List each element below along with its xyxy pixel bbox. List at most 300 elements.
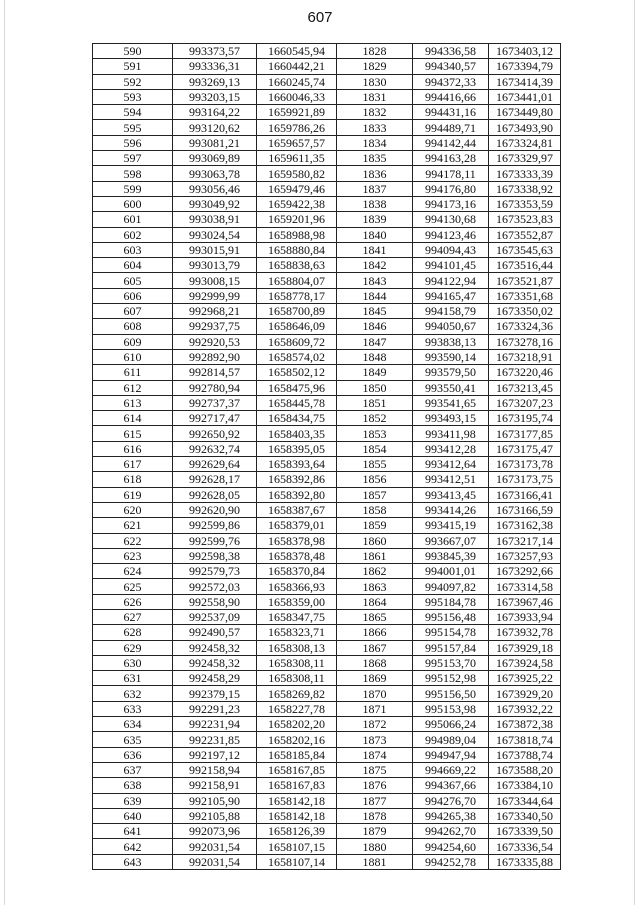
point-number-left-cell: 615 [93,426,173,441]
point-number-left-cell: 633 [93,701,173,716]
point-number-right-cell: 1839 [337,212,413,227]
point-number-left-cell: 622 [93,533,173,548]
point-number-left-cell: 610 [93,349,173,364]
y-coordinate-left-cell: 1658646,09 [257,319,337,334]
point-number-right-cell: 1864 [337,594,413,609]
y-coordinate-right-cell: 1673788,74 [489,747,561,762]
x-coordinate-right-cell: 994416,66 [413,89,489,104]
table-row [93,441,561,456]
x-coordinate-left-cell: 992158,94 [173,762,257,777]
y-coordinate-left-cell: 1658392,86 [257,472,337,487]
x-coordinate-right-cell: 993667,07 [413,533,489,548]
y-coordinate-left-cell: 1659657,57 [257,135,337,150]
point-number-right-cell: 1837 [337,181,413,196]
x-coordinate-right-cell: 993412,28 [413,441,489,456]
point-number-left-cell: 626 [93,594,173,609]
y-coordinate-left-cell: 1658988,98 [257,227,337,242]
y-coordinate-left-cell: 1658700,89 [257,304,337,319]
x-coordinate-left-cell: 992632,74 [173,441,257,456]
x-coordinate-right-cell: 994276,70 [413,793,489,808]
table-row [93,212,561,227]
x-coordinate-right-cell: 994178,11 [413,166,489,181]
y-coordinate-left-cell: 1659422,38 [257,196,337,211]
point-number-left-cell: 636 [93,747,173,762]
y-coordinate-right-cell: 1673336,54 [489,839,561,854]
table-row [93,625,561,640]
table-row [93,89,561,104]
y-coordinate-right-cell: 1673933,94 [489,609,561,624]
x-coordinate-right-cell: 993838,13 [413,334,489,349]
y-coordinate-right-cell: 1673552,87 [489,227,561,242]
table-row [93,395,561,410]
table-row [93,380,561,395]
x-coordinate-left-cell: 993008,15 [173,273,257,288]
x-coordinate-right-cell: 994097,82 [413,579,489,594]
point-number-right-cell: 1833 [337,120,413,135]
y-coordinate-left-cell: 1658308,13 [257,640,337,655]
x-coordinate-right-cell: 995156,50 [413,686,489,701]
x-coordinate-right-cell: 995066,24 [413,717,489,732]
x-coordinate-right-cell: 994130,68 [413,212,489,227]
point-number-right-cell: 1860 [337,533,413,548]
x-coordinate-left-cell: 993024,54 [173,227,257,242]
y-coordinate-right-cell: 1673173,78 [489,457,561,472]
x-coordinate-left-cell: 993013,79 [173,258,257,273]
point-number-right-cell: 1834 [337,135,413,150]
table-row [93,242,561,257]
x-coordinate-left-cell: 992073,96 [173,824,257,839]
point-number-right-cell: 1867 [337,640,413,655]
point-number-left-cell: 604 [93,258,173,273]
y-coordinate-right-cell: 1673516,44 [489,258,561,273]
x-coordinate-right-cell: 994163,28 [413,151,489,166]
point-number-right-cell: 1845 [337,304,413,319]
x-coordinate-left-cell: 992231,94 [173,717,257,732]
y-coordinate-left-cell: 1658142,18 [257,808,337,823]
point-number-left-cell: 638 [93,778,173,793]
x-coordinate-right-cell: 994142,44 [413,135,489,150]
y-coordinate-right-cell: 1673324,36 [489,319,561,334]
table-row [93,319,561,334]
point-number-right-cell: 1870 [337,686,413,701]
x-coordinate-left-cell: 992629,64 [173,457,257,472]
point-number-left-cell: 629 [93,640,173,655]
point-number-left-cell: 637 [93,762,173,777]
x-coordinate-right-cell: 993845,39 [413,548,489,563]
x-coordinate-left-cell: 993203,15 [173,89,257,104]
x-coordinate-left-cell: 992458,29 [173,671,257,686]
point-number-left-cell: 642 [93,839,173,854]
point-number-right-cell: 1880 [337,839,413,854]
table-row [93,151,561,166]
table-row [93,533,561,548]
y-coordinate-left-cell: 1660245,74 [257,74,337,89]
y-coordinate-left-cell: 1658323,71 [257,625,337,640]
point-number-left-cell: 641 [93,824,173,839]
y-coordinate-right-cell: 1673351,68 [489,288,561,303]
point-number-left-cell: 617 [93,457,173,472]
y-coordinate-left-cell: 1658347,75 [257,609,337,624]
y-coordinate-right-cell: 1673521,87 [489,273,561,288]
y-coordinate-left-cell: 1658434,75 [257,411,337,426]
x-coordinate-right-cell: 993414,26 [413,502,489,517]
page-number: 607 [307,9,333,26]
table-row [93,808,561,823]
x-coordinate-right-cell: 993412,64 [413,457,489,472]
y-coordinate-right-cell: 1673217,14 [489,533,561,548]
y-coordinate-left-cell: 1658387,67 [257,502,337,517]
point-number-left-cell: 621 [93,518,173,533]
point-number-right-cell: 1869 [337,671,413,686]
x-coordinate-left-cell: 992490,57 [173,625,257,640]
y-coordinate-right-cell: 1673523,83 [489,212,561,227]
point-number-right-cell: 1832 [337,105,413,120]
y-coordinate-right-cell: 1673314,58 [489,579,561,594]
point-number-right-cell: 1838 [337,196,413,211]
x-coordinate-left-cell: 992558,90 [173,594,257,609]
table-row [93,44,561,59]
x-coordinate-right-cell: 995153,98 [413,701,489,716]
y-coordinate-left-cell: 1658880,84 [257,242,337,257]
table-row [93,762,561,777]
table-row [93,227,561,242]
y-coordinate-left-cell: 1658142,18 [257,793,337,808]
point-number-right-cell: 1853 [337,426,413,441]
point-number-left-cell: 597 [93,151,173,166]
x-coordinate-right-cell: 994372,33 [413,74,489,89]
point-number-left-cell: 592 [93,74,173,89]
point-number-right-cell: 1851 [337,395,413,410]
point-number-right-cell: 1863 [337,579,413,594]
point-number-left-cell: 640 [93,808,173,823]
x-coordinate-left-cell: 992628,05 [173,487,257,502]
point-number-right-cell: 1868 [337,655,413,670]
y-coordinate-right-cell: 1673338,92 [489,181,561,196]
x-coordinate-right-cell: 994669,22 [413,762,489,777]
y-coordinate-left-cell: 1658445,78 [257,395,337,410]
x-coordinate-right-cell: 994431,16 [413,105,489,120]
table-row [93,166,561,181]
coordinates-table [92,43,561,870]
y-coordinate-right-cell: 1673925,22 [489,671,561,686]
x-coordinate-right-cell: 994050,67 [413,319,489,334]
x-coordinate-right-cell: 995156,48 [413,609,489,624]
point-number-left-cell: 634 [93,717,173,732]
y-coordinate-left-cell: 1658609,72 [257,334,337,349]
scan-edge-right [634,0,635,905]
y-coordinate-left-cell: 1658167,83 [257,778,337,793]
y-coordinate-left-cell: 1659479,46 [257,181,337,196]
y-coordinate-right-cell: 1673929,18 [489,640,561,655]
point-number-right-cell: 1849 [337,365,413,380]
table-row [93,426,561,441]
point-number-left-cell: 619 [93,487,173,502]
point-number-left-cell: 605 [93,273,173,288]
point-number-left-cell: 624 [93,564,173,579]
x-coordinate-left-cell: 993081,21 [173,135,257,150]
point-number-right-cell: 1874 [337,747,413,762]
table-row [93,181,561,196]
point-number-left-cell: 628 [93,625,173,640]
y-coordinate-left-cell: 1658185,84 [257,747,337,762]
x-coordinate-left-cell: 993120,62 [173,120,257,135]
table-row [93,334,561,349]
x-coordinate-right-cell: 993411,98 [413,426,489,441]
y-coordinate-left-cell: 1658107,14 [257,854,337,869]
y-coordinate-left-cell: 1658502,12 [257,365,337,380]
y-coordinate-left-cell: 1658378,48 [257,548,337,563]
point-number-left-cell: 612 [93,380,173,395]
x-coordinate-left-cell: 992158,91 [173,778,257,793]
table-row [93,839,561,854]
y-coordinate-right-cell: 1673292,66 [489,564,561,579]
x-coordinate-right-cell: 994340,57 [413,59,489,74]
y-coordinate-left-cell: 1658359,00 [257,594,337,609]
y-coordinate-right-cell: 1673333,39 [489,166,561,181]
y-coordinate-left-cell: 1659201,96 [257,212,337,227]
point-number-right-cell: 1862 [337,564,413,579]
table-row [93,609,561,624]
x-coordinate-left-cell: 993164,22 [173,105,257,120]
y-coordinate-left-cell: 1658379,01 [257,518,337,533]
x-coordinate-left-cell: 992105,90 [173,793,257,808]
y-coordinate-right-cell: 1673175,47 [489,441,561,456]
x-coordinate-right-cell: 993550,41 [413,380,489,395]
y-coordinate-left-cell: 1658778,17 [257,288,337,303]
y-coordinate-right-cell: 1673350,02 [489,304,561,319]
x-coordinate-right-cell: 993590,14 [413,349,489,364]
point-number-right-cell: 1840 [337,227,413,242]
y-coordinate-right-cell: 1673324,81 [489,135,561,150]
x-coordinate-right-cell: 994367,66 [413,778,489,793]
point-number-left-cell: 632 [93,686,173,701]
point-number-right-cell: 1865 [337,609,413,624]
y-coordinate-right-cell: 1673339,50 [489,824,561,839]
x-coordinate-left-cell: 992458,32 [173,655,257,670]
point-number-left-cell: 590 [93,44,173,59]
y-coordinate-left-cell: 1658269,82 [257,686,337,701]
y-coordinate-left-cell: 1658838,63 [257,258,337,273]
point-number-left-cell: 599 [93,181,173,196]
y-coordinate-right-cell: 1673932,78 [489,625,561,640]
point-number-right-cell: 1857 [337,487,413,502]
x-coordinate-left-cell: 992920,53 [173,334,257,349]
point-number-right-cell: 1858 [337,502,413,517]
point-number-right-cell: 1847 [337,334,413,349]
point-number-left-cell: 607 [93,304,173,319]
point-number-right-cell: 1871 [337,701,413,716]
x-coordinate-left-cell: 993269,13 [173,74,257,89]
x-coordinate-left-cell: 993373,57 [173,44,257,59]
point-number-right-cell: 1854 [337,441,413,456]
point-number-left-cell: 614 [93,411,173,426]
x-coordinate-right-cell: 994947,94 [413,747,489,762]
y-coordinate-right-cell: 1673403,12 [489,44,561,59]
point-number-right-cell: 1877 [337,793,413,808]
x-coordinate-left-cell: 993336,31 [173,59,257,74]
x-coordinate-left-cell: 992814,57 [173,365,257,380]
point-number-right-cell: 1859 [337,518,413,533]
x-coordinate-right-cell: 993579,50 [413,365,489,380]
y-coordinate-left-cell: 1658167,85 [257,762,337,777]
x-coordinate-left-cell: 992291,23 [173,701,257,716]
x-coordinate-right-cell: 995184,78 [413,594,489,609]
y-coordinate-left-cell: 1658370,84 [257,564,337,579]
x-coordinate-right-cell: 994254,60 [413,839,489,854]
y-coordinate-right-cell: 1673257,93 [489,548,561,563]
y-coordinate-right-cell: 1673213,45 [489,380,561,395]
point-number-left-cell: 594 [93,105,173,120]
table-row [93,135,561,150]
point-number-left-cell: 606 [93,288,173,303]
x-coordinate-left-cell: 992628,17 [173,472,257,487]
table-row [93,824,561,839]
y-coordinate-right-cell: 1673207,23 [489,395,561,410]
x-coordinate-left-cell: 992999,99 [173,288,257,303]
point-number-right-cell: 1873 [337,732,413,747]
y-coordinate-right-cell: 1673414,39 [489,74,561,89]
point-number-left-cell: 639 [93,793,173,808]
point-number-right-cell: 1866 [337,625,413,640]
table-row [93,686,561,701]
point-number-right-cell: 1843 [337,273,413,288]
point-number-right-cell: 1850 [337,380,413,395]
point-number-right-cell: 1844 [337,288,413,303]
y-coordinate-left-cell: 1658392,80 [257,487,337,502]
point-number-left-cell: 635 [93,732,173,747]
y-coordinate-right-cell: 1673177,85 [489,426,561,441]
y-coordinate-left-cell: 1660545,94 [257,44,337,59]
table-row [93,74,561,89]
x-coordinate-right-cell: 993413,45 [413,487,489,502]
point-number-right-cell: 1852 [337,411,413,426]
table-row [93,594,561,609]
point-number-right-cell: 1830 [337,74,413,89]
point-number-left-cell: 603 [93,242,173,257]
table-row [93,701,561,716]
point-number-right-cell: 1829 [337,59,413,74]
point-number-right-cell: 1875 [337,762,413,777]
point-number-left-cell: 625 [93,579,173,594]
x-coordinate-left-cell: 992968,21 [173,304,257,319]
x-coordinate-right-cell: 995154,78 [413,625,489,640]
point-number-right-cell: 1861 [337,548,413,563]
y-coordinate-left-cell: 1658126,39 [257,824,337,839]
y-coordinate-right-cell: 1673818,74 [489,732,561,747]
scan-edge-left [4,0,5,905]
point-number-left-cell: 595 [93,120,173,135]
y-coordinate-right-cell: 1673394,79 [489,59,561,74]
point-number-left-cell: 611 [93,365,173,380]
x-coordinate-right-cell: 995153,70 [413,655,489,670]
x-coordinate-right-cell: 993412,51 [413,472,489,487]
y-coordinate-right-cell: 1673195,74 [489,411,561,426]
y-coordinate-left-cell: 1659611,35 [257,151,337,166]
y-coordinate-left-cell: 1658393,64 [257,457,337,472]
table-row [93,854,561,869]
x-coordinate-right-cell: 994123,46 [413,227,489,242]
y-coordinate-left-cell: 1658227,78 [257,701,337,716]
x-coordinate-left-cell: 992572,03 [173,579,257,594]
x-coordinate-left-cell: 992458,32 [173,640,257,655]
table-row [93,457,561,472]
point-number-left-cell: 618 [93,472,173,487]
x-coordinate-left-cell: 992105,88 [173,808,257,823]
point-number-right-cell: 1835 [337,151,413,166]
point-number-right-cell: 1879 [337,824,413,839]
x-coordinate-right-cell: 994173,16 [413,196,489,211]
x-coordinate-left-cell: 992620,90 [173,502,257,517]
x-coordinate-left-cell: 992717,47 [173,411,257,426]
point-number-left-cell: 643 [93,854,173,869]
y-coordinate-right-cell: 1673329,97 [489,151,561,166]
point-number-left-cell: 631 [93,671,173,686]
table-row [93,518,561,533]
x-coordinate-right-cell: 995152,98 [413,671,489,686]
point-number-right-cell: 1878 [337,808,413,823]
y-coordinate-left-cell: 1658366,93 [257,579,337,594]
y-coordinate-left-cell: 1658107,15 [257,839,337,854]
x-coordinate-left-cell: 993015,91 [173,242,257,257]
y-coordinate-right-cell: 1673166,41 [489,487,561,502]
x-coordinate-right-cell: 994336,58 [413,44,489,59]
y-coordinate-left-cell: 1658804,07 [257,273,337,288]
x-coordinate-right-cell: 994094,43 [413,242,489,257]
point-number-left-cell: 593 [93,89,173,104]
y-coordinate-left-cell: 1658403,35 [257,426,337,441]
y-coordinate-right-cell: 1673449,80 [489,105,561,120]
point-number-right-cell: 1848 [337,349,413,364]
y-coordinate-left-cell: 1659786,26 [257,120,337,135]
table-row [93,288,561,303]
x-coordinate-left-cell: 992599,86 [173,518,257,533]
y-coordinate-left-cell: 1658202,16 [257,732,337,747]
x-coordinate-left-cell: 993069,89 [173,151,257,166]
x-coordinate-left-cell: 992598,38 [173,548,257,563]
table-row [93,304,561,319]
point-number-right-cell: 1881 [337,854,413,869]
table-row [93,640,561,655]
y-coordinate-right-cell: 1673220,46 [489,365,561,380]
x-coordinate-right-cell: 994989,04 [413,732,489,747]
point-number-left-cell: 600 [93,196,173,211]
y-coordinate-right-cell: 1673545,63 [489,242,561,257]
table-row [93,59,561,74]
x-coordinate-right-cell: 994001,01 [413,564,489,579]
y-coordinate-right-cell: 1673218,91 [489,349,561,364]
table-row [93,671,561,686]
x-coordinate-left-cell: 992031,54 [173,839,257,854]
point-number-left-cell: 620 [93,502,173,517]
x-coordinate-left-cell: 992892,90 [173,349,257,364]
table-row [93,548,561,563]
y-coordinate-right-cell: 1673344,64 [489,793,561,808]
table-row [93,564,561,579]
x-coordinate-right-cell: 994265,38 [413,808,489,823]
table-row [93,778,561,793]
y-coordinate-right-cell: 1673173,75 [489,472,561,487]
y-coordinate-right-cell: 1673278,16 [489,334,561,349]
y-coordinate-right-cell: 1673384,10 [489,778,561,793]
y-coordinate-right-cell: 1673929,20 [489,686,561,701]
y-coordinate-right-cell: 1673162,38 [489,518,561,533]
y-coordinate-left-cell: 1660046,33 [257,89,337,104]
x-coordinate-left-cell: 992197,12 [173,747,257,762]
x-coordinate-right-cell: 994252,78 [413,854,489,869]
point-number-right-cell: 1876 [337,778,413,793]
x-coordinate-right-cell: 994158,79 [413,304,489,319]
point-number-right-cell: 1841 [337,242,413,257]
